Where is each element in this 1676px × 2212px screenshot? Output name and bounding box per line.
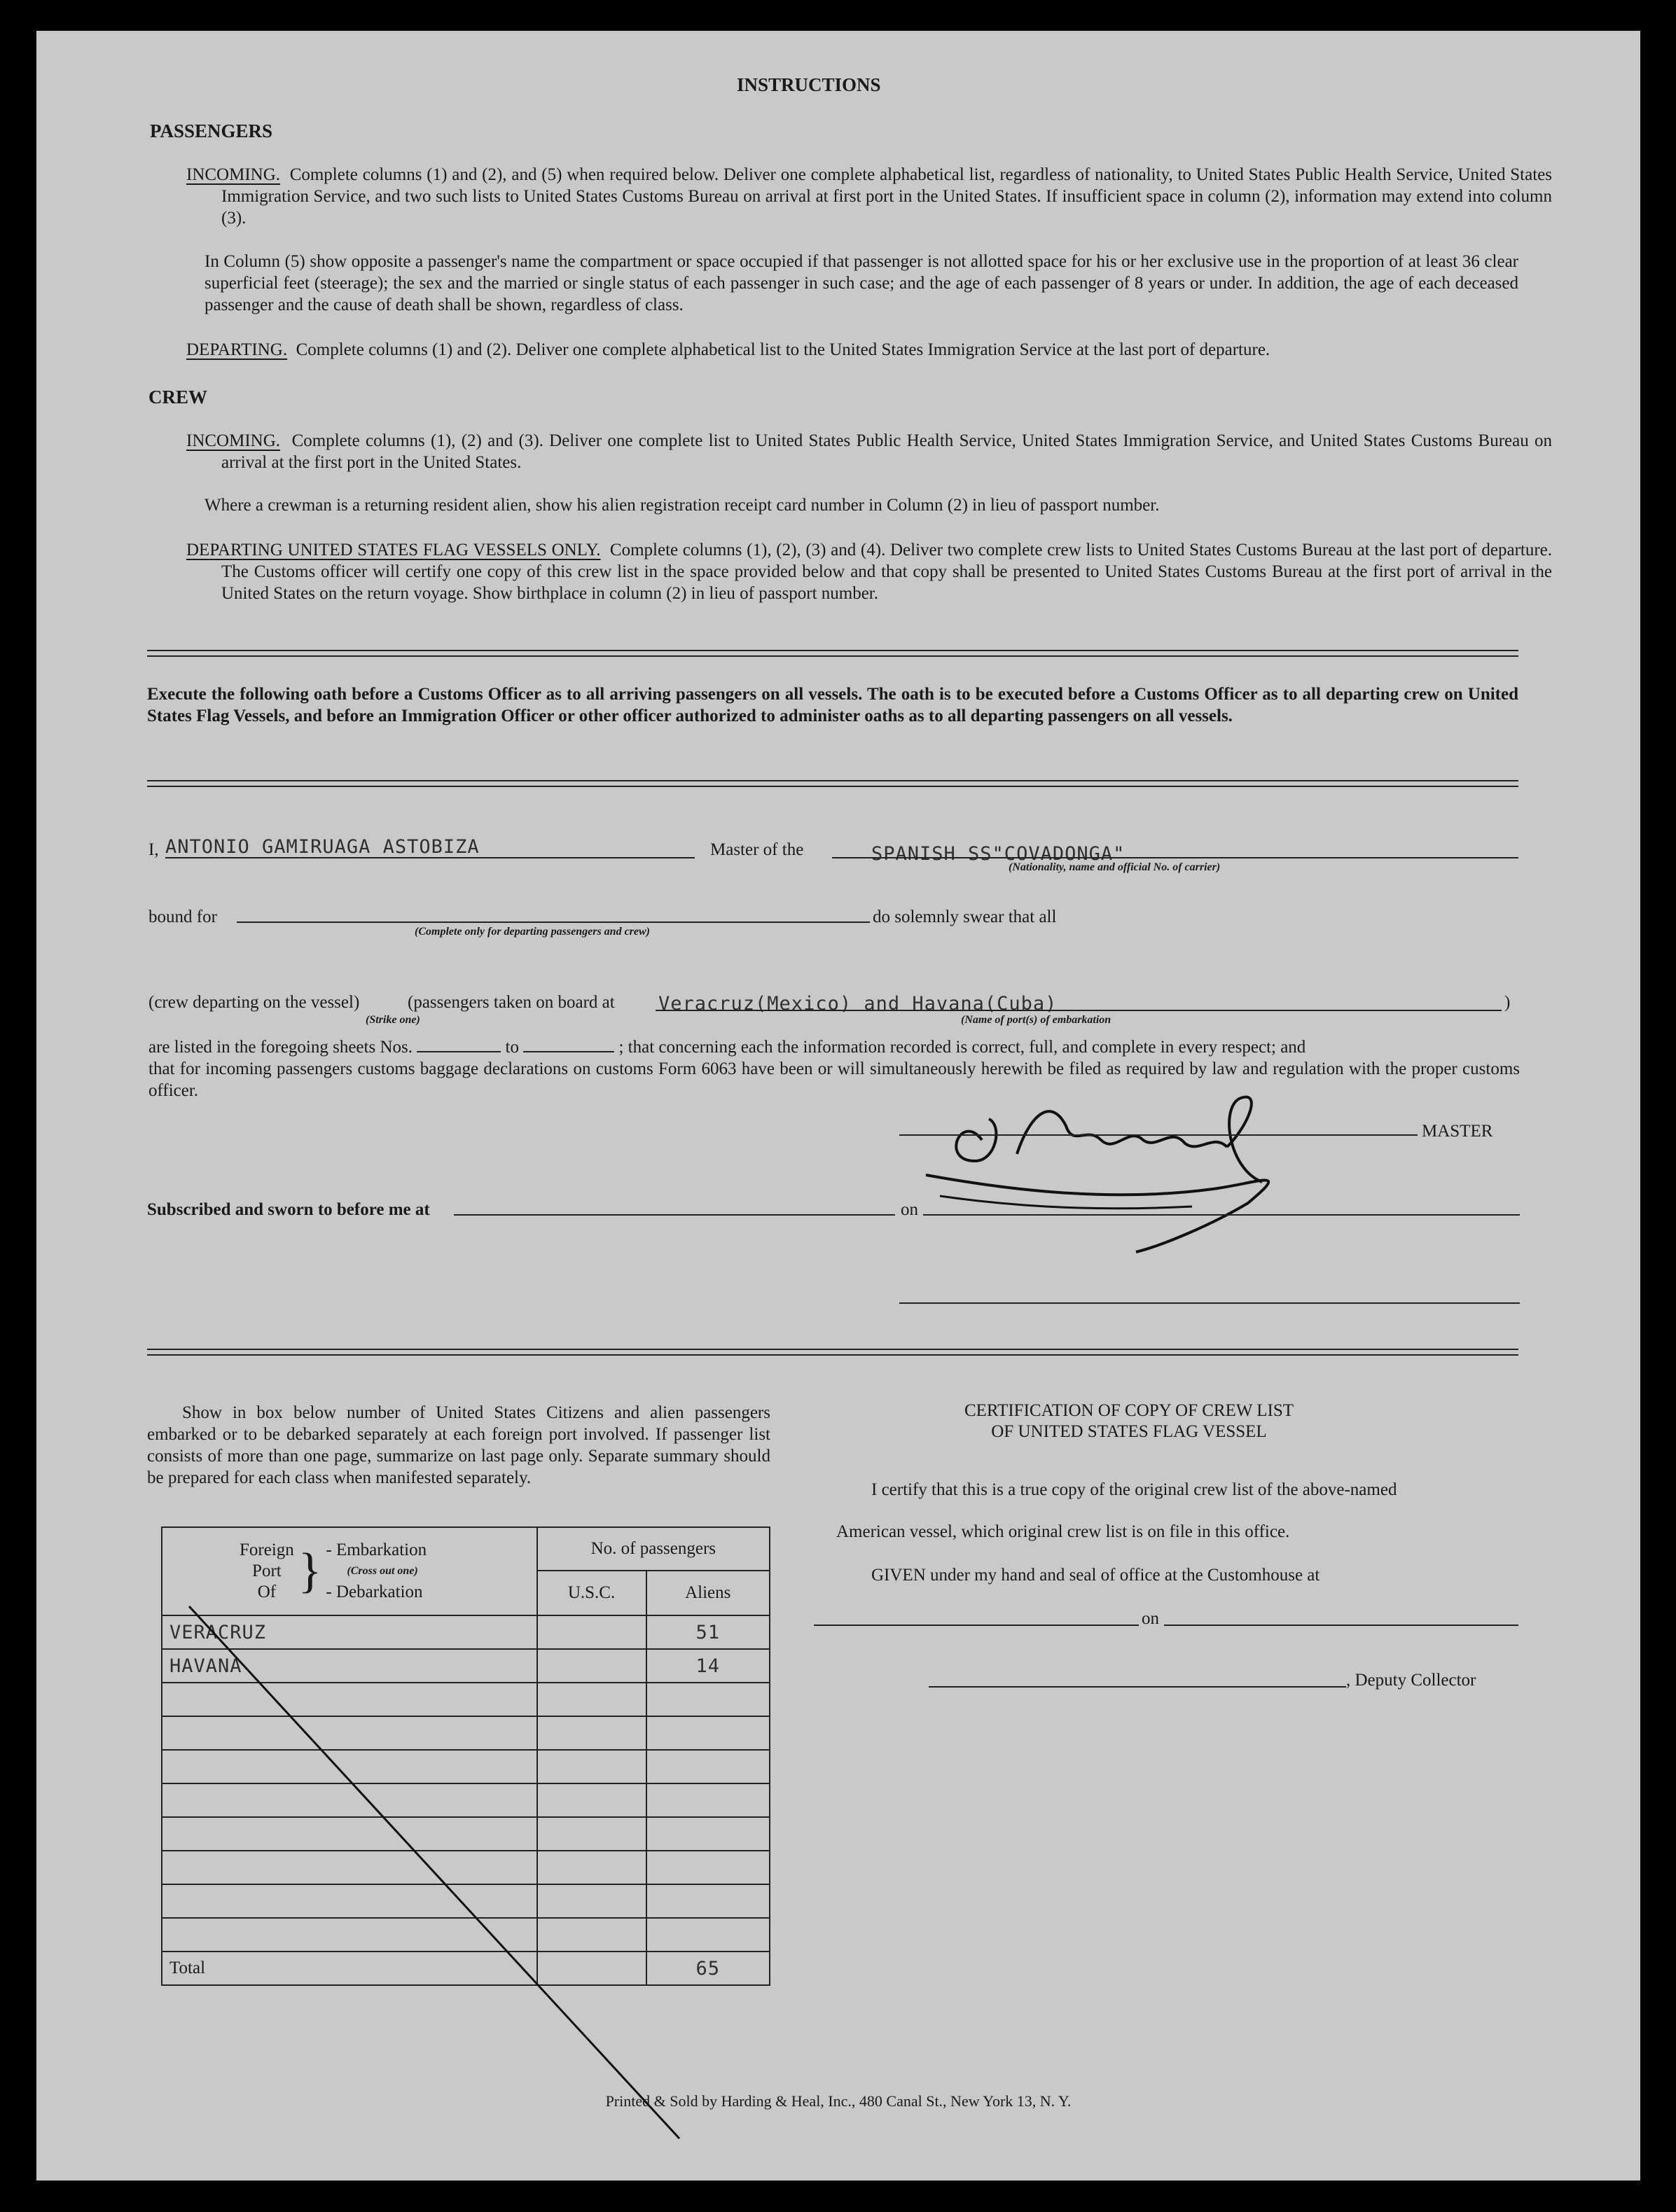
port-cell: VERACRUZ — [162, 1615, 537, 1649]
sheets-text: ; that concerning each the information recorded is correct, full, and complete in every respect; and — [618, 1038, 1306, 1057]
crew-incoming-paragraph — [186, 430, 1552, 473]
certification-line-2: American vessel, which original crew list is on file in this office. — [836, 1522, 1290, 1541]
passengers-taken-label: (passengers taken on board at — [408, 993, 615, 1012]
oath-i-label: I, — [148, 840, 159, 859]
crew-departing-text: Complete columns (1), (2), (3) and (4). Deliver two complete crew lists to United States Customs Bureau at the last port of departure. The Customs officer will certify one copy of this crew list in the space provided below and that copy shall be presented to United States Customs Bureau at the first port of arrival in the United States on the return voyage. Show birthplace in column (2) in lieu of passport number. — [221, 541, 1553, 603]
cross-out-label: (Cross out one) — [347, 1565, 418, 1577]
ports-embarked-line — [656, 1010, 1502, 1011]
divider — [147, 780, 1518, 787]
subscribed-label: Subscribed and sworn to before me at — [147, 1200, 430, 1219]
deputy-collector-label: , Deputy Collector — [1346, 1671, 1476, 1690]
passengers-departing-text: Complete columns (1) and (2). Deliver one complete alphabetical list to the United States Immigration Service at the last port of departure. — [296, 340, 1270, 359]
deputy-collector-line — [929, 1686, 1346, 1688]
instructions-title: INSTRUCTIONS — [737, 74, 881, 95]
crew-departing-label: DEPARTING UNITED STATES FLAG VESSELS ONLY. — [186, 541, 601, 559]
passengers-incoming-text: Complete columns (1) and (2), and (5) when required below. Deliver one complete alphabetical list, regardless of nationality, to United States Public Health Service, United States Immigration Service, and two such lists to United States Customs Bureau on arrival at first port in the United States. If insufficient space in column (2), information may extend into column (3). — [221, 165, 1552, 228]
strike-caption: (Strike one) — [366, 1014, 420, 1026]
usc-header: U.S.C. — [537, 1571, 646, 1615]
certification-line-1: I certify that this is a true copy of the original crew list of the above-named — [871, 1480, 1397, 1499]
crew-incoming-label: INCOMING. — [186, 431, 281, 450]
passengers-heading: PASSENGERS — [150, 120, 273, 141]
vessel-value: SPANISH SS"COVADONGA" — [871, 843, 1126, 865]
aliens-header: Aliens — [646, 1571, 770, 1615]
subscribed-date-line — [923, 1214, 1520, 1216]
sheets-label: are listed in the foregoing sheets Nos. — [148, 1038, 413, 1057]
foreign-port-of — [240, 1540, 294, 1603]
summary-instructions: Show in box below number of United States Citizens and alien passengers embarked or to be debarked separately at each foreign port involved. If passenger list consists of more than one page, summarize on last page only. Separate summary should be prepared for each class when manifested separately. — [147, 1403, 770, 1487]
passengers-column5-paragraph: In Column (5) show opposite a passenger's name the compartment or space occupied if that passenger is not allotted space for his or her exclusive use in the proportion of at least 36 clear superficial feet (steerage); the sex and the married or single status of each passenger in such case; and the age of each passenger of 8 years or under. In addition, the age of each deceased passenger and the cause of death shall be shown, regardless of class. — [205, 252, 1518, 314]
divider — [147, 650, 1518, 657]
total-label: Total — [162, 1952, 537, 1985]
ports-embarked-value: Veracruz(Mexico) and Havana(Cuba) — [658, 993, 1058, 1015]
master-label: MASTER — [1422, 1122, 1493, 1141]
brace: } — [298, 1544, 322, 1598]
total-aliens-cell: 65 — [646, 1952, 770, 1985]
certification-on-label: on — [1142, 1609, 1159, 1628]
master-name-value: ANTONIO GAMIRUAGA ASTOBIZA — [165, 836, 480, 858]
master-of-label: Master of the — [710, 840, 804, 859]
bound-for-line — [237, 921, 870, 923]
port-label: Port — [252, 1561, 282, 1580]
to-label: to — [505, 1038, 519, 1057]
certification-line-3: GIVEN under my hand and seal of office at the Customhouse at — [871, 1566, 1320, 1585]
certification-title-2: OF UNITED STATES FLAG VESSEL — [991, 1422, 1267, 1441]
sheets-line — [148, 1036, 1520, 1058]
subscribed-place-line — [454, 1214, 895, 1216]
sheets-to-line — [523, 1051, 614, 1052]
crew-departing-label: (crew departing on the vessel) — [148, 993, 360, 1012]
aliens-cell: 51 — [646, 1615, 770, 1649]
embarkation-label: - Embarkation — [326, 1540, 427, 1559]
document-page — [36, 31, 1640, 2180]
passengers-departing-paragraph — [186, 339, 1517, 361]
crew-departing-paragraph — [186, 539, 1552, 604]
vessel-caption: (Nationality, name and official No. of carrier) — [1009, 861, 1221, 873]
aliens-cell: 14 — [646, 1649, 770, 1683]
ports-caption: (Name of port(s) of embarkation — [961, 1014, 1111, 1026]
table-strike-line — [161, 1599, 770, 2159]
certification-title-1: CERTIFICATION OF COPY OF CREW LIST — [964, 1401, 1294, 1420]
oath-intro: Execute the following oath before a Customs Officer as to all arriving passengers on all vessels. The oath is to be executed before a Customs Officer as to all departing crew on United States Flag Vessels, and before an Immigration Officer or other officer authorized to administer oaths as to all departing passengers on all vessels. — [147, 685, 1518, 725]
on-label: on — [901, 1200, 918, 1219]
officer-signature-line — [899, 1302, 1520, 1304]
swear-label: do solemnly swear that all — [873, 907, 1057, 926]
of-label: Of — [257, 1583, 277, 1601]
crew-resident-paragraph: Where a crewman is a returning resident alien, show his alien registration receipt card number in Column (2) in lieu of passport number. — [205, 496, 1160, 515]
port-cell: HAVANA — [162, 1649, 537, 1683]
customhouse-line — [814, 1625, 1139, 1626]
crew-heading: CREW — [148, 387, 208, 408]
foreign-label: Foreign — [240, 1540, 294, 1559]
bound-caption: (Complete only for departing passengers and crew) — [415, 926, 650, 938]
sheets-from-line — [417, 1051, 501, 1052]
passengers-incoming-paragraph — [186, 164, 1552, 229]
certification-title — [905, 1400, 1353, 1442]
no-of-passengers-header: No. of passengers — [537, 1527, 770, 1571]
sheets-text-continued: that for incoming passengers customs baggage declarations on customs Form 6063 have been or will simultaneously herewith be filed as required by law and regulation with the proper customs officer. — [148, 1059, 1520, 1100]
bound-for-label: bound for — [148, 907, 217, 926]
master-signature — [898, 1084, 1346, 1259]
master-name-line — [165, 857, 695, 858]
close-paren: ) — [1504, 993, 1511, 1012]
master-signature-line — [899, 1134, 1418, 1136]
passengers-departing-label: DEPARTING. — [186, 340, 288, 359]
footer-imprint: Printed & Sold by Harding & Heal, Inc., 480 Canal St., New York 13, N. Y. — [605, 2092, 1072, 2110]
certification-date-line — [1164, 1625, 1518, 1626]
vessel-line — [832, 857, 1518, 858]
debarkation-label: - Debarkation — [326, 1583, 423, 1601]
crew-incoming-text: Complete columns (1), (2) and (3). Deliver one complete list to United States Public Health Service, United States Immigration Service, and United States Customs Bureau on arrival at the first port in the United States. — [221, 431, 1552, 472]
divider — [147, 1349, 1518, 1356]
passengers-incoming-label: INCOMING. — [186, 165, 281, 184]
